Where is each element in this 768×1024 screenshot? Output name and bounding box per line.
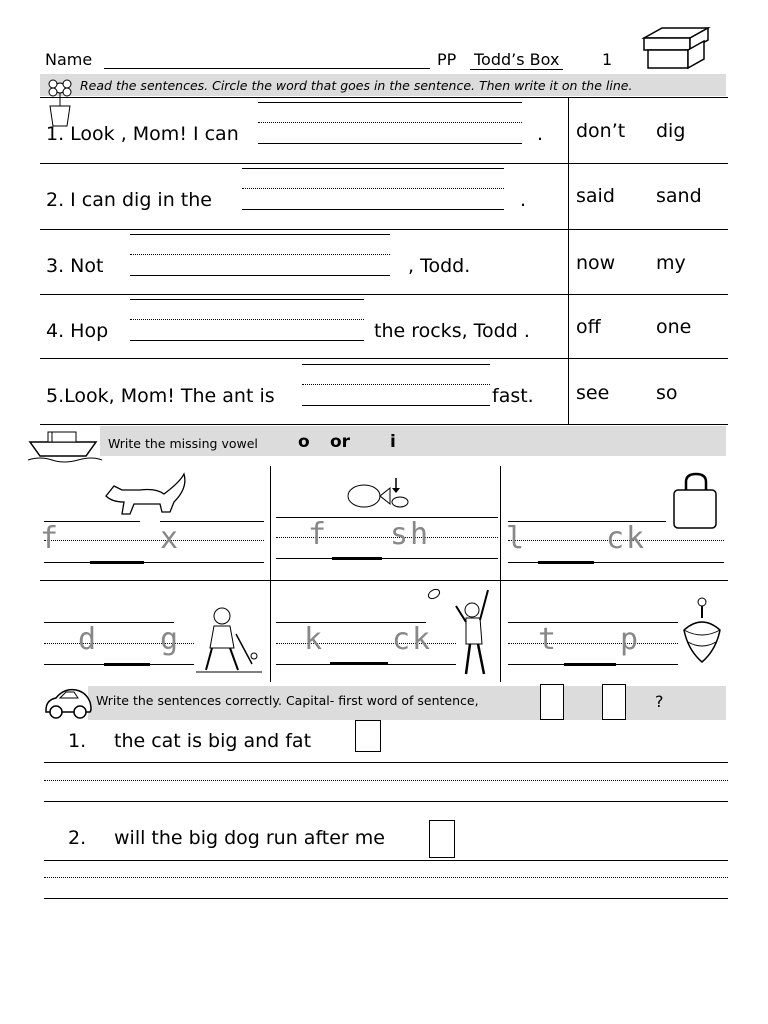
vowel-option-o: o <box>298 432 310 452</box>
handwriting-mid <box>44 540 264 541</box>
trace-letter: p <box>620 622 641 657</box>
writing-line-mid <box>44 780 728 781</box>
answer-line-4[interactable] <box>130 340 364 341</box>
punctuation-box[interactable] <box>355 720 381 752</box>
column-divider <box>568 97 569 424</box>
handwriting-base <box>276 558 498 559</box>
writing-guide-top <box>130 299 364 300</box>
instruction-2: Write the missing vowel <box>108 436 258 451</box>
or-word: or <box>330 432 351 452</box>
writing-guide-top <box>258 102 522 103</box>
sentence-number-2: 2. <box>68 827 87 849</box>
instruction-1: Read the sentences. Circle the word that goes in the sentence. Then write it on the line. <box>80 78 633 93</box>
answer-line-2[interactable] <box>242 209 504 210</box>
vowel-blank-3[interactable] <box>538 561 594 564</box>
sentence-1-suffix: . <box>537 123 544 145</box>
trace-letter: ck <box>392 622 433 657</box>
writing-guide-mid <box>242 188 504 189</box>
writing-guide-mid <box>130 319 364 320</box>
row-divider <box>40 424 728 425</box>
writing-line-base[interactable] <box>44 898 728 899</box>
choice-4a[interactable]: off <box>576 316 601 338</box>
vowel-blank-1[interactable] <box>90 561 144 564</box>
sentence-4-prefix: 4. Hop <box>46 320 109 342</box>
pp-label: PP <box>437 50 457 69</box>
trace-letter: ck <box>606 521 647 556</box>
punctuation-box[interactable] <box>602 684 626 720</box>
trace-letter: f <box>40 521 61 556</box>
vowel-blank-2[interactable] <box>332 557 382 560</box>
grid-divider <box>270 466 271 682</box>
answer-line-1[interactable] <box>258 143 522 144</box>
writing-line-base[interactable] <box>44 801 728 802</box>
writing-guide-top <box>130 234 390 235</box>
row-divider <box>40 294 728 295</box>
vowel-option-i: i <box>390 432 396 452</box>
writing-guide-top <box>242 168 504 169</box>
grid-divider <box>500 466 501 682</box>
name-field[interactable] <box>104 52 430 69</box>
trace-letter: f <box>308 517 329 552</box>
flower-pot-icon <box>42 76 78 128</box>
trace-letter: k <box>304 622 325 657</box>
sentence-text-1: the cat is big and fat <box>114 730 312 752</box>
fish-icon <box>344 476 416 512</box>
row-divider <box>40 229 728 230</box>
choice-2b[interactable]: sand <box>656 185 702 207</box>
grid-divider <box>40 580 728 581</box>
choice-1b[interactable]: dig <box>656 120 686 142</box>
vowel-blank-6[interactable] <box>564 663 616 666</box>
instruction-3: Write the sentences correctly. Capital- first word of sentence, <box>96 693 479 708</box>
row-divider <box>40 163 728 164</box>
choice-5a[interactable]: see <box>576 382 610 404</box>
choice-3b[interactable]: my <box>656 252 686 274</box>
kicking-player-icon <box>426 584 496 680</box>
writing-line-top <box>44 860 728 861</box>
sentence-2-prefix: 2. I can dig in the <box>46 189 212 211</box>
writing-guide-mid <box>130 254 390 255</box>
sentence-4-suffix: the rocks, Todd . <box>374 320 530 342</box>
fox-icon <box>100 468 190 520</box>
table-border <box>40 97 728 98</box>
punctuation-box[interactable] <box>540 684 564 720</box>
writing-guide-top <box>302 364 490 365</box>
sentence-5-prefix: 5.Look, Mom! The ant is <box>46 385 275 407</box>
vowel-blank-5[interactable] <box>330 662 388 665</box>
question-mark: ? <box>655 692 664 711</box>
writing-guide-mid <box>258 122 522 123</box>
sentence-3-prefix: 3. Not <box>46 255 104 277</box>
sentence-text-2: will the big dog run after me <box>114 827 385 849</box>
handwriting-mid <box>508 643 678 644</box>
answer-line-3[interactable] <box>130 275 390 276</box>
lock-icon <box>668 470 724 532</box>
choice-1a[interactable]: don’t <box>576 120 626 142</box>
choice-5b[interactable]: so <box>656 382 678 404</box>
box-icon <box>640 24 712 72</box>
vowel-blank-4[interactable] <box>104 663 150 666</box>
sentence-5-suffix: fast. <box>492 385 534 407</box>
trace-letter: l <box>506 521 527 556</box>
sentence-3-suffix: , Todd. <box>408 255 471 277</box>
spinning-top-icon <box>680 596 726 668</box>
row-divider <box>40 358 728 359</box>
sentence-1-prefix: 1. Look , Mom! I can <box>46 123 239 145</box>
trace-letter: sh <box>390 517 431 552</box>
choice-3a[interactable]: now <box>576 252 616 274</box>
writing-line-top <box>44 762 728 763</box>
handwriting-base <box>44 562 264 563</box>
handwriting-top <box>44 622 174 623</box>
trace-letter: d <box>78 622 99 657</box>
writing-guide-mid <box>302 384 490 385</box>
name-label: Name <box>45 50 93 69</box>
trace-letter: x <box>160 521 181 556</box>
choice-2a[interactable]: said <box>576 185 615 207</box>
worksheet-title: Todd’s Box <box>470 50 563 70</box>
trace-letter: g <box>160 622 181 657</box>
trace-letter: t <box>538 622 559 657</box>
sentence-number-1: 1. <box>68 730 87 752</box>
page-number: 1 <box>602 50 613 69</box>
handwriting-top <box>508 622 678 623</box>
writing-line-mid <box>44 877 728 878</box>
punctuation-box[interactable] <box>429 820 455 858</box>
car-icon <box>42 686 94 722</box>
choice-4b[interactable]: one <box>656 316 692 338</box>
answer-line-5[interactable] <box>302 405 490 406</box>
boat-icon <box>26 424 106 464</box>
sentence-2-suffix: . <box>520 189 527 211</box>
digging-person-icon <box>196 604 262 676</box>
